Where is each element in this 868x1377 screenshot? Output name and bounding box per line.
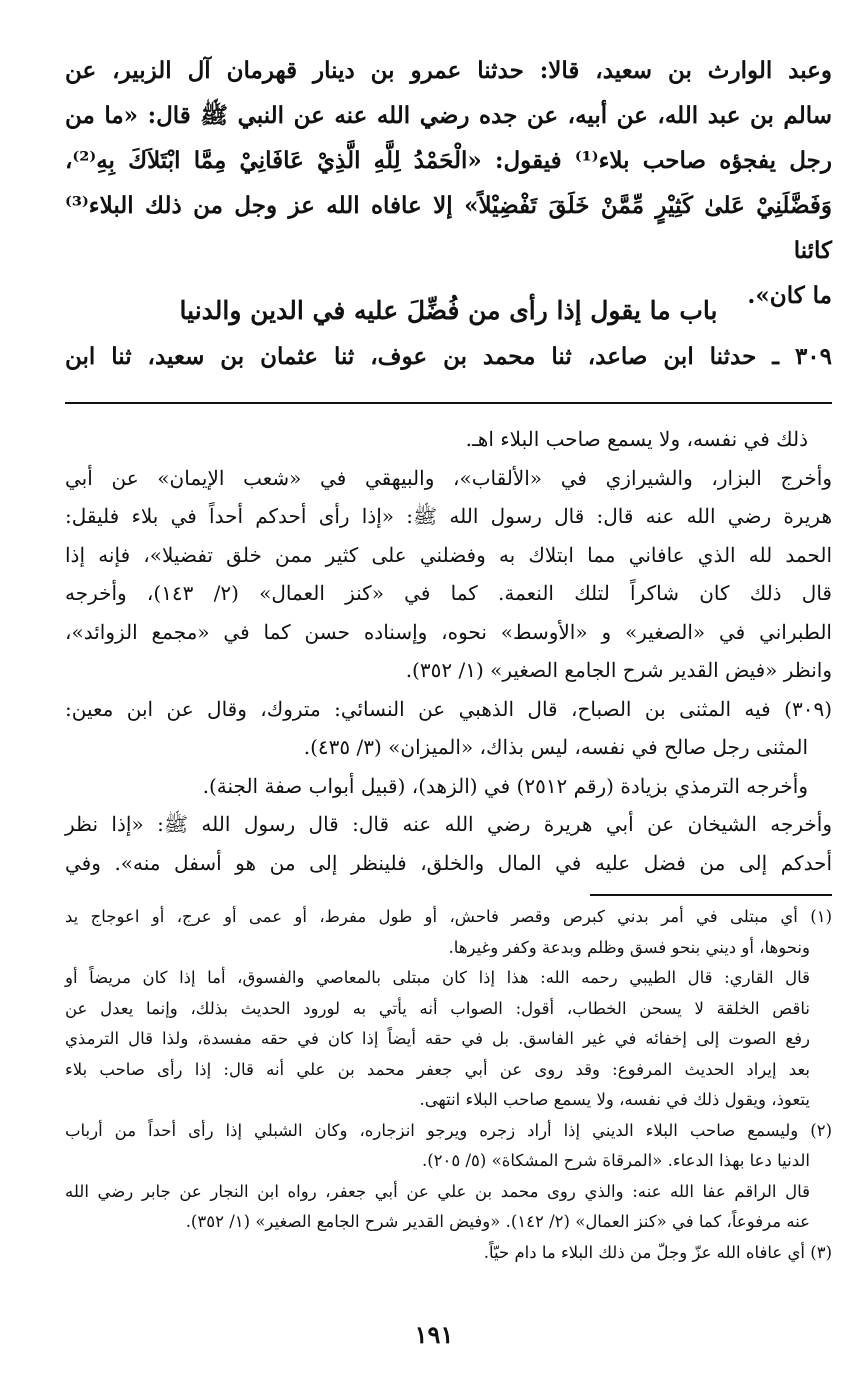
main-line: رجل يفجؤه صاحب بلاء⁽¹⁾ فيقول: «الْحَمْدُ لِلَّهِ الَّذِيْ عَافَانِيْ مِمَّا ابْتَلاَكَ بِهِ⁽²⁾، bbox=[65, 147, 832, 174]
footnote-line: (٢) وليسمع صاحب البلاء الديني إذا أراد زجره ويرجو انزجاره، وكان الشبلي إذا رأى أحداً من أرباب bbox=[65, 1120, 832, 1140]
hadith-309 bbox=[65, 337, 832, 377]
commentary-line: الطبراني في «الصغير» و «الأوسط» نحوه، وإسناده حسن كما في «مجمع الزوائد»، bbox=[65, 619, 832, 644]
commentary-line: (٣٠٩) فيه المثنى بن الصباح، قال الذهبي عن النسائي: متروك، وقال عن ابن معين: bbox=[65, 696, 832, 721]
footnote-line: (١) أي مبتلى في أمر بدني كبرص وقصر فاحش، أو طول مفرط، أو عمى أو عرج، أو اعوجاج يد bbox=[65, 907, 832, 926]
footnote-line: عنه مرفوعاً، كما في «كنز العمال» (٢/ ١٤٢). «وفيض القدير شرح الجامع الصغير» (١/ ٣٥٢). bbox=[185, 1212, 810, 1231]
commentary-line: وانظر «فيض القدير شرح الجامع الصغير» (١/ ٣٥٢). bbox=[405, 658, 832, 682]
hadith-309-line: ٣٠٩ ـ حدثنا ابن صاعد، ثنا محمد بن عوف، ثنا عثمان بن سعيد، ثنا ابن bbox=[65, 343, 832, 370]
footnote-line: ناقص الخلقة لا يسحن الخطاب، أقول: الصواب أنه يأتي به لورود الحديث بذلك، وإنما يعدل عن bbox=[65, 998, 810, 1018]
main-line: ما كان». bbox=[747, 282, 832, 309]
main-line: سالم بن عبد الله، عن أبيه، عن جده رضي الله عنه عن النبي ﷺ قال: «ما من bbox=[65, 102, 832, 129]
commentary bbox=[65, 420, 832, 882]
footnote-line: (٣) أي عافاه الله عزّ وجلّ من ذلك البلاء ما دام حيّاً. bbox=[483, 1242, 832, 1262]
commentary-line: هريرة رضي الله عنه قال: قال رسول الله ﷺ: «إذا رأى أحدكم أحداً في بلاء فليقل: bbox=[65, 504, 832, 528]
footnote-line: رفع الصوت إلى إخفائه في غير الفاسق. بل في حقه أيضاً إذا كان في حقه مفسدة، ولذا قال الترمذي bbox=[65, 1029, 810, 1048]
page-number: ١٩١ bbox=[414, 1320, 454, 1349]
commentary-line: وأخرج البزار، والشيرازي في «الألقاب»، والبيهقي في «شعب الإيمان» عن أبي bbox=[65, 465, 832, 490]
footnote-line: بعد إيراد الحديث المرفوع: وقد روى عن أبي جعفر محمد بن علي أنه قال: إذا رأى صاحب بلاء bbox=[65, 1059, 810, 1079]
main-text bbox=[65, 48, 832, 318]
commentary-line: الحمد لله الذي عافاني مما ابتلاك به وفضلني على كثير ممن خلق تفضيلا»، فإنه إذا bbox=[65, 542, 832, 567]
commentary-line: قال ذلك كان شاكراً لتلك النعمة. كما في «كنز العمال» (٢/ ١٤٣)، وأخرجه bbox=[65, 581, 832, 605]
footnotes bbox=[65, 902, 832, 1268]
footnote-line: ونحوها، أو ديني بنحو فسق وظلم وبدعة وكفر وغيرها. bbox=[448, 937, 810, 957]
commentary-line: ذلك في نفسه، ولا يسمع صاحب البلاء اهـ. bbox=[465, 427, 808, 451]
commentary-divider bbox=[65, 402, 832, 404]
commentary-line: وأخرجه الشيخان عن أبي هريرة رضي الله عنه قال: قال رسول الله ﷺ: «إذا نظر bbox=[65, 812, 832, 836]
footnote-line: يتعوذ، ويقول ذلك في نفسه، ولا يسمع صاحب البلاء انتهى. bbox=[419, 1090, 810, 1109]
footnote-line: الدنيا دعا بهذا الدعاء. «المرقاة شرح المشكاة» (٥/ ٢٠٥). bbox=[421, 1151, 810, 1170]
footnote-line: قال القاري: قال الطيبي رحمه الله: هذا إذا كان مبتلى بالمعاصي والفسوق، أما إذا كان مريضاً أو bbox=[65, 968, 810, 987]
main-line: وَفَضَّلَنِيْ عَلىٰ كَثِيْرٍ مِّمَّنْ خَلَقَ تَفْضِيْلاً» إلا عافاه الله عز وجل من ذلك البلاء⁽³⁾ كائنا bbox=[65, 192, 832, 264]
commentary-line: وأخرجه الترمذي بزيادة (رقم ٢٥١٢) في (الزهد)، (قبيل أبواب صفة الجنة). bbox=[202, 773, 808, 798]
commentary-line: أحدكم إلى من فضل عليه في المال والخلق، فلينظر إلى من هو أسفل منه». وفي bbox=[65, 850, 832, 875]
main-line: وعبد الوارث بن سعيد، قالا: حدثنا عمرو بن دينار قهرمان آل الزبير، عن bbox=[65, 57, 832, 84]
section-title: باب ما يقول إذا رأى من فُضِّلَ عليه في الدين والدنيا bbox=[179, 296, 718, 325]
footnote-divider bbox=[590, 894, 832, 896]
footnote-line: قال الراقم عفا الله عنه: والذي روى محمد بن علي عن أبي جعفر، رواه ابن النجار عن جابر رضي الله bbox=[65, 1181, 810, 1201]
commentary-line: المثنى رجل صالح في نفسه، ليس بذاك، «الميزان» (٣/ ٤٣٥). bbox=[303, 735, 808, 759]
